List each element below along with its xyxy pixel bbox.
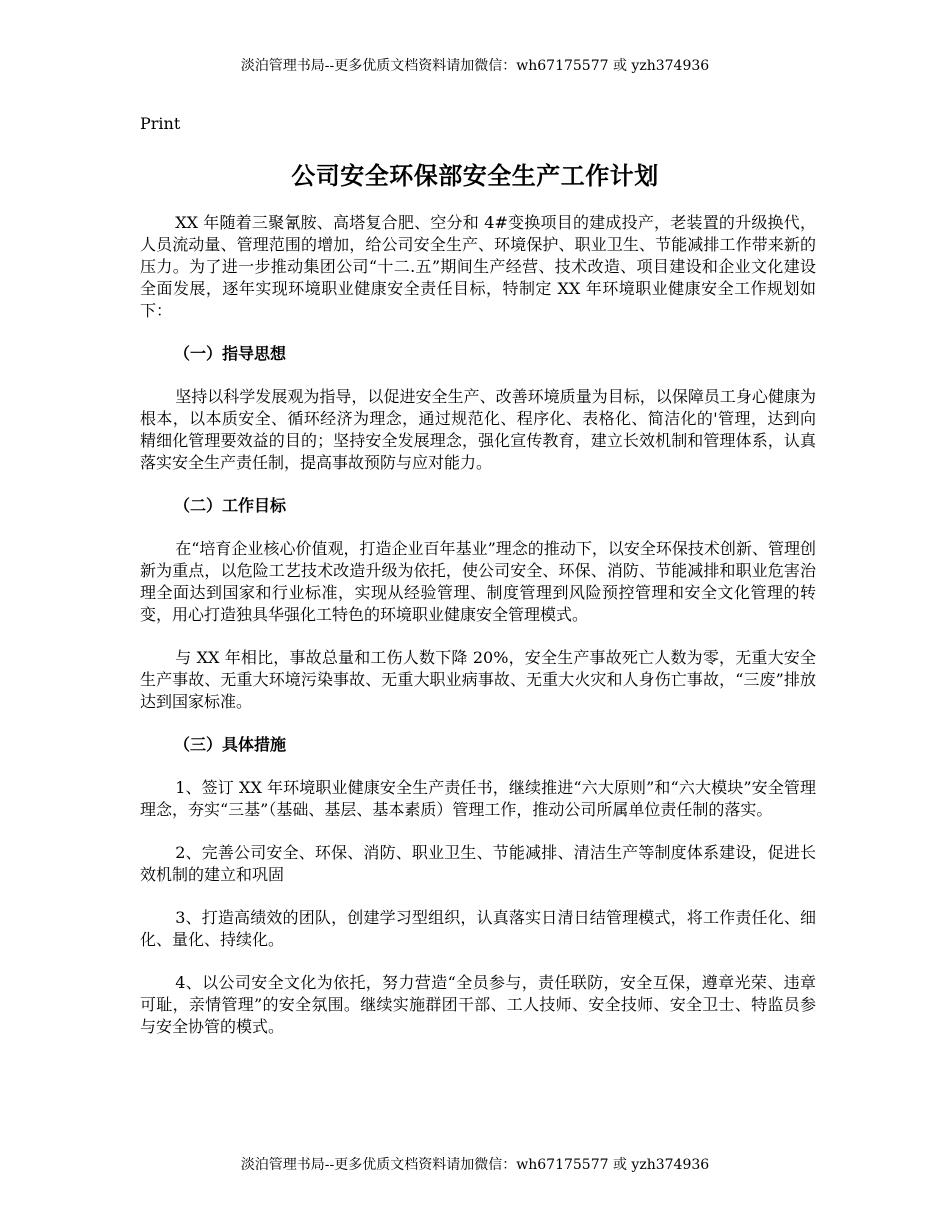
section-heading-guiding-thought: （一）指导思想	[174, 344, 287, 363]
measure-item: 3、打造高绩效的团队，创建学习型组织，认真落实日清日结管理模式，将工作责任化、细化、量化、持续化。	[140, 908, 816, 949]
section-heading-work-goals: （二）工作目标	[174, 496, 287, 515]
intro-paragraph: XX 年随着三聚氰胺、高塔复合肥、空分和 4#变换项目的建成投产，老装置的升级换代，人员流动量、管理范围的增加，给公司安全生产、环境保护、职业卫生、节能减排工作带来新的压力。为了进一步推动集团公司“十二.五”期间生产经营、技术改造、项目建设和企业文化建设全面发展，逐年实现环境职业健康安全责任目标，特制定 XX 年环境职业健康安全工作规划如下：	[140, 213, 816, 320]
page-footer: 淡泊管理书局--更多优质文档资料请加微信：wh67175577 或 yzh374936	[240, 1157, 710, 1173]
section-paragraph: 在“培育企业核心价值观，打造企业百年基业”理念的推动下，以安全环保技术创新、管理创新为重点，以危险工艺技术改造升级为依托，使公司安全、环保、消防、节能减排和职业危害治理全面达到国家和行业标准，实现从经验管理、制度管理到风险预控管理和安全文化管理的转变，用心打造独具华强化工特色的环境职业健康安全管理模式。	[140, 539, 816, 624]
print-label: Print	[140, 114, 181, 133]
document-title: 公司安全环保部安全生产工作计划	[291, 162, 659, 190]
document-body	[140, 212, 816, 1059]
measure-item: 1、签订 XX 年环境职业健康安全生产责任书，继续推进“六大原则”和“六大模块”安全管理理念，夯实“三基”（基础、基层、基本素质）管理工作，推动公司所属单位责任制的落实。	[140, 778, 816, 819]
measure-item: 4、以公司安全文化为依托，努力营造“全员参与，责任联防，安全互保，遵章光荣、违章可耻，亲情管理”的安全氛围。继续实施群团干部、工人技师、安全技师、安全卫士、特监员参与安全协管的模式。	[140, 973, 816, 1036]
section-heading-specific-measures: （三）具体措施	[174, 735, 287, 754]
section-paragraph: 与 XX 年相比，事故总量和工伤人数下降 20%，安全生产事故死亡人数为零，无重大安全生产事故、无重大环境污染事故、无重大职业病事故、无重大火灾和人身伤亡事故，“三废”排放达到国家标准。	[140, 648, 816, 711]
measure-item: 2、完善公司安全、环保、消防、职业卫生、节能减排、清洁生产等制度体系建设，促进长效机制的建立和巩固	[140, 843, 816, 884]
section-paragraph: 坚持以科学发展观为指导，以促进安全生产、改善环境质量为目标，以保障员工身心健康为根本，以本质安全、循环经济为理念，通过规范化、程序化、表格化、简洁化的'管理，达到向精细化管理要效益的目的；坚持安全发展理念，强化宣传教育，建立长效机制和管理体系，认真落实安全生产责任制，提高事故预防与应对能力。	[140, 387, 816, 472]
page-header: 淡泊管理书局--更多优质文档资料请加微信：wh67175577 或 yzh374936	[240, 58, 710, 74]
